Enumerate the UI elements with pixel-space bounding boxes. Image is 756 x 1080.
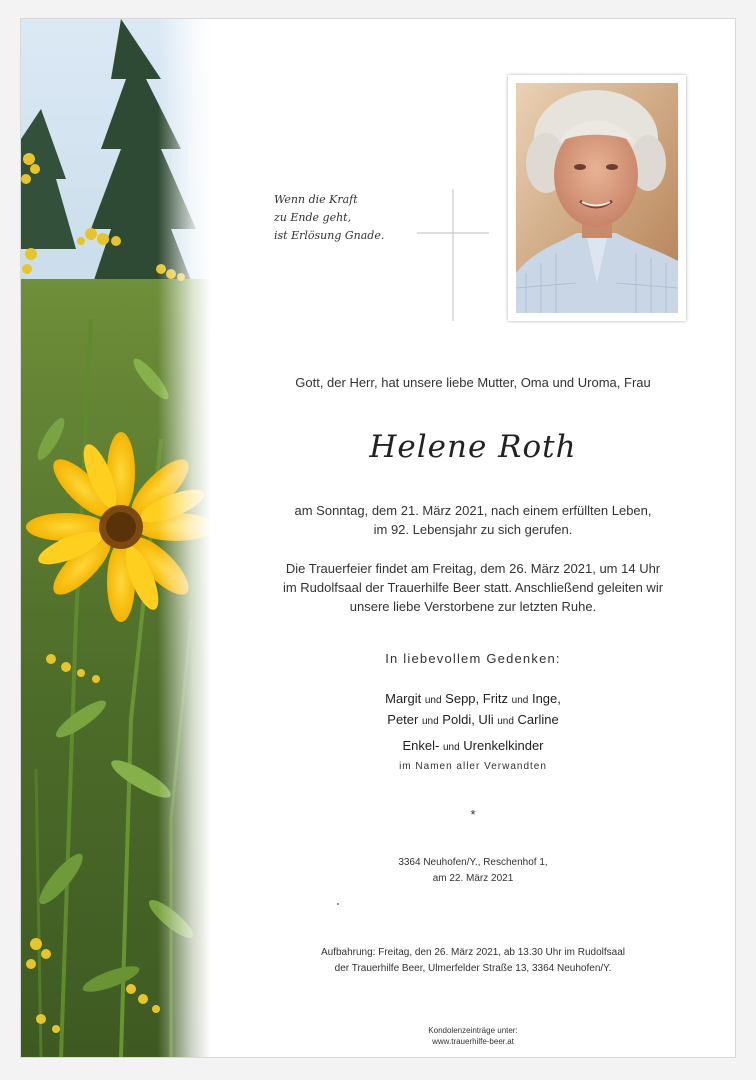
motto-line: ist Erlösung Gnade. [274, 229, 385, 242]
condolences-label: Kondolenzeinträge unter: [428, 1026, 518, 1035]
mourner-name: Margit [385, 691, 422, 706]
mourner-name: Enkel- [402, 738, 440, 753]
intro-text: Gott, der Herr, hat unsere liebe Mutter, Oma und Uroma, Frau [295, 375, 651, 390]
mourners-line [211, 736, 735, 757]
mourners-list [211, 689, 735, 757]
funeral-line: unsere liebe Verstorbene zur letzten Ruhe. [349, 599, 597, 614]
viewing-notice [211, 945, 735, 977]
connector: und [421, 716, 439, 727]
dot-mark [337, 903, 339, 905]
mourner-name: Urenkelkinder [463, 738, 544, 753]
obituary-card [20, 18, 736, 1058]
mourner-name: Carline [517, 712, 559, 727]
motto-line: Wenn die Kraft [274, 193, 358, 206]
viewing-line: Aufbahrung: Freitag, den 26. März 2021, ab 13.30 Uhr im Rudolfsaal [320, 947, 626, 958]
death-line: am Sonntag, dem 21. März 2021, nach einem erfüllten Leben, [294, 503, 652, 518]
connector: und [442, 742, 460, 753]
connector: und [497, 716, 514, 727]
death-line: im 92. Lebensjahr zu sich gerufen. [373, 522, 573, 537]
viewing-line: der Trauerhilfe Beer, Ulmerfelder Straße 13, 3364 Neuhofen/Y. [334, 963, 612, 974]
connector: und [424, 695, 442, 706]
condolences-note [211, 1025, 735, 1047]
mourners-line [211, 710, 735, 731]
funeral-notice [211, 559, 735, 616]
place-line: am 22. März 2021 [432, 873, 514, 884]
deceased-name: Helene Roth [369, 429, 577, 465]
mourner-name: Inge, [531, 691, 561, 706]
mourner-name: Sepp, Fritz [445, 691, 509, 706]
portrait-photo [508, 75, 686, 321]
cross-icon [417, 189, 489, 321]
condolences-link[interactable]: www.trauerhilfe-beer.at [432, 1037, 514, 1046]
mourner-name: Peter [387, 712, 419, 727]
death-notice [211, 501, 735, 539]
motto [274, 191, 414, 245]
star-divider: * [470, 807, 476, 822]
mourners-line [211, 689, 735, 710]
place-line: 3364 Neuhofen/Y., Reschenhof 1, [398, 857, 548, 868]
place-date [211, 855, 735, 887]
funeral-line: Die Trauerfeier findet am Freitag, dem 26. März 2021, um 14 Uhr [285, 561, 661, 576]
connector: und [511, 695, 529, 706]
sunflower-meadow-photo [21, 19, 211, 1057]
photo-fade [21, 19, 211, 1057]
remembrance-heading: In liebevollem Gedenken: [385, 651, 561, 666]
family-note: im Namen aller Verwandten [399, 761, 547, 772]
mourner-name: Poldi, Uli [442, 712, 494, 727]
funeral-line: im Rudolfsaal der Trauerhilfe Beer statt. Anschließend geleiten wir [282, 580, 664, 595]
motto-line: zu Ende geht, [274, 211, 352, 224]
